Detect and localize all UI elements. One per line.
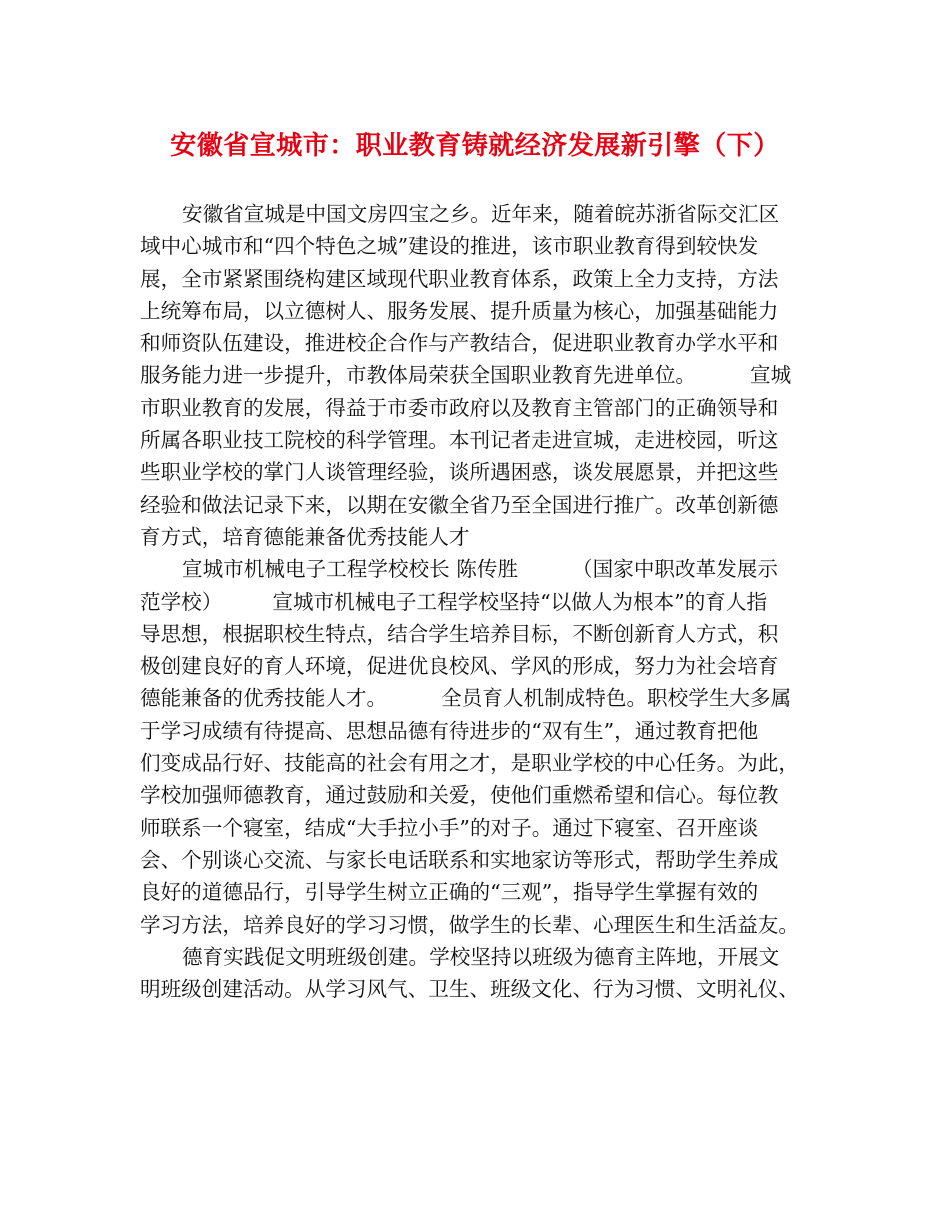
text-segment: 宣城 xyxy=(750,363,792,388)
text-segment: 宣城市机械电子工程学校校长 陈传胜 xyxy=(182,557,519,582)
text-segment: 展，全市紧紧围绕构建区域现代职业教育体系，政策上全力支持，方法 xyxy=(140,266,779,291)
text-line xyxy=(140,812,820,844)
text-line xyxy=(140,844,820,876)
text-segment: 域中心城市和“四个特色之城”建设的推进，该市职业教育得到较快发 xyxy=(140,234,759,259)
text-line xyxy=(140,779,820,811)
text-line xyxy=(140,715,820,747)
text-line xyxy=(140,876,820,908)
text-segment: 全员育人机制成特色。职校学生大多属 xyxy=(441,686,792,711)
text-segment: 安徽省宣城是中国文房四宝之乡。近年来，随着皖苏浙省际交汇区 xyxy=(182,202,780,226)
text-line xyxy=(140,295,820,327)
text-segment: 于学习成绩有待提高、思想品德有待进步的“双有生”，通过教育把他 xyxy=(140,718,759,743)
text-segment: 宣城市机械电子工程学校坚持“以做人为根本”的育人指 xyxy=(272,589,768,614)
text-line xyxy=(140,909,820,941)
text-line xyxy=(140,747,820,779)
text-line xyxy=(140,650,820,682)
text-segment: 们变成品行好、技能高的社会有用之才，是职业学校的中心任务。为此， xyxy=(140,751,799,776)
text-line xyxy=(140,198,820,230)
text-segment: 极创建良好的育人环境，促进优良校风、学风的形成，努力为社会培育 xyxy=(140,654,779,679)
text-line xyxy=(140,392,820,424)
text-segment: 些职业学校的掌门人谈管理经验，谈所遇困惑，谈发展愿景，并把这些 xyxy=(140,460,779,485)
text-segment: 服务能力进一步提升，市教体局荣获全国职业教育先进单位。 xyxy=(140,363,697,388)
text-segment: 育方式，培育德能兼备优秀技能人才 xyxy=(140,524,470,549)
text-segment: 市职业教育的发展，得益于市委市政府以及教育主管部门的正确领导和 xyxy=(140,395,779,420)
text-line xyxy=(140,263,820,295)
text-segment: 德能兼备的优秀技能人才。 xyxy=(140,686,388,711)
text-segment: 良好的道德品行，引导学生树立正确的“三观”，指导学生掌握有效的 xyxy=(140,880,759,905)
text-segment: 会、个别谈心交流、与家长电话联系和实地家访等形式，帮助学生养成 xyxy=(140,847,779,872)
text-line xyxy=(140,327,820,359)
document-body xyxy=(140,198,820,1005)
text-segment: 明班级创建活动。从学习风气、卫生、班级文化、行为习惯、文明礼仪、 xyxy=(140,977,799,1002)
text-line xyxy=(140,618,820,650)
text-line xyxy=(140,424,820,456)
text-line xyxy=(140,521,820,553)
text-line xyxy=(140,586,820,618)
text-segment: 师联系一个寝室，结成“大手拉小手”的对子。通过下寝室、召开座谈 xyxy=(140,815,759,840)
text-line xyxy=(140,941,820,973)
text-segment: 上统筹布局，以立德树人、服务发展、提升质量为核心，加强基础能力 xyxy=(140,298,779,323)
text-line xyxy=(140,973,820,1005)
text-segment: 范学校） xyxy=(140,589,223,614)
text-segment: 学校加强师德教育，通过鼓励和关爱，使他们重燃希望和信心。每位教 xyxy=(140,783,779,808)
document-title: 安徽省宣城市：职业教育铸就经济发展新引擎（下） xyxy=(170,131,780,161)
text-line xyxy=(140,230,820,262)
text-segment: 所属各职业技工院校的科学管理。本刊记者走进宣城，走进校园，听这 xyxy=(140,428,779,453)
text-segment: 导思想，根据职校生特点，结合学生培养目标，不断创新育人方式，积 xyxy=(140,621,779,646)
text-line xyxy=(140,489,820,521)
text-line xyxy=(140,359,820,391)
text-segment: 经验和做法记录下来，以期在安徽全省乃至全国进行推广。改革创新德 xyxy=(140,492,779,517)
text-segment: 学习方法，培养良好的学习习惯，做学生的长辈、心理医生和生活益友。 xyxy=(140,912,799,937)
text-segment: （国家中职改革发展示 xyxy=(572,557,778,582)
text-segment: 和师资队伍建设，推进校企合作与产教结合，促进职业教育办学水平和 xyxy=(140,331,779,356)
text-line xyxy=(140,553,820,585)
text-line xyxy=(140,456,820,488)
text-line xyxy=(140,682,820,714)
text-segment: 德育实践促文明班级创建。学校坚持以班级为德育主阵地，开展文 xyxy=(182,944,780,969)
